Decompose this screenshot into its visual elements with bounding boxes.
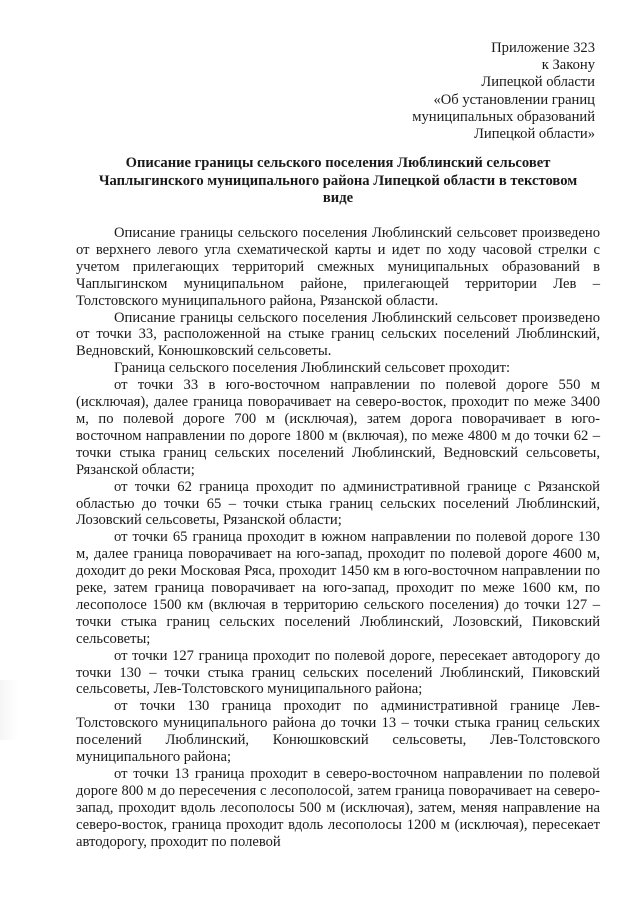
body-paragraph: от точки 130 граница проходит по административной границе Лев-Толстовского муниципального района до точки 13 – точки стыка границ сельских поселений Люблинский, Конюшковский сельсоветы, Лев-Толстовского муниципального района; (76, 698, 600, 766)
body-paragraph: Граница сельского поселения Люблинский сельсовет проходит: (114, 360, 511, 377)
body-paragraph: от точки 33 в юго-восточном направлении по полевой дороге 550 м (исключая), далее граница поворачивает на северо-восток, проходит по меже 3400 м, по полевой дороге 700 м (исключая), затем дорога поворачивает в юго-восточном направлении по дороге 1800 м (включая), по меже 4800 м до точки 62 – точки стыка границ сельских поселений Люблинский, Ведновский сельсоветы, Рязанской области; (76, 377, 600, 478)
scan-margin-smudge (0, 680, 18, 740)
appendix-line: «Об установлении границ (433, 91, 595, 108)
document-title (74, 155, 602, 208)
title-line: Описание границы сельского поселения Люблинский сельсовет (125, 155, 551, 171)
body-paragraph: Описание границы сельского поселения Люблинский сельсовет произведено от точки 33, расположенной на стыке границ сельских поселений Люблинский, Ведновский, Конюшковский сельсоветы. (76, 309, 600, 360)
title-line: Чаплыгинского муниципального района Липецкой области в текстовом (98, 172, 578, 189)
body-paragraph: Описание границы сельского поселения Люблинский сельсовет произведено от верхнего левого угла схематической карты и идет по ходу часовой стрелки с учетом прилегающих территорий смежных муниципальных образований в Чаплыгинском муниципальном районе, прилегающей территории Лев – Толстовского муниципального района, Рязанской области. (76, 225, 600, 309)
appendix-line: Липецкой области (481, 74, 595, 91)
body-paragraph: от точки 13 граница проходит в северо-восточном направлении по полевой дороге 800 м до пересечения с лесополосой, затем граница поворачивает на северо-запад, проходит вдоль лесополосы 500 м (исключая), затем, меняя направление на северо-восток, граница проходит вдоль лесополосы 1200 м (исключая), пересекает автодорогу, проходит по полевой (76, 766, 600, 850)
appendix-line: Липецкой области» (474, 126, 595, 143)
appendix-line: к Закону (541, 57, 595, 74)
title-line: виде (322, 190, 354, 207)
body-paragraph: от точки 65 граница проходит в южном направлении по полевой дороге 130 м, далее граница поворачивает на юго-запад, проходит по полевой дороге 4600 м, доходит до реки Московая Ряса, проходит 1450 км в юго-восточном направлении по реке, затем граница поворачивает на юго-запад, проходит по меже 1600 км, по лесополосе 1500 км (включая в территорию сельского поселения) до точки 127 – точки стыка границ сельских поселений Люблинский, Лозовский, Пиковский сельсоветы; (76, 529, 600, 647)
appendix-line: муниципальных образований (412, 108, 595, 125)
body-paragraph: от точки 62 граница проходит по административной границе с Рязанской областью до точки 65 – точки стыка границ сельских поселений Люблинский, Лозовский сельсоветы, Рязанской области; (76, 478, 600, 529)
body-paragraph: от точки 127 граница проходит по полевой дороге, пересекает автодорогу до точки 130 – точки стыка границ сельских поселений Люблинский, Пиковский сельсоветы, Лев-Толстовского муниципального района; (76, 647, 600, 698)
document-body (76, 225, 600, 851)
appendix-line: Приложение 323 (491, 40, 595, 56)
appendix-reference (412, 40, 595, 143)
